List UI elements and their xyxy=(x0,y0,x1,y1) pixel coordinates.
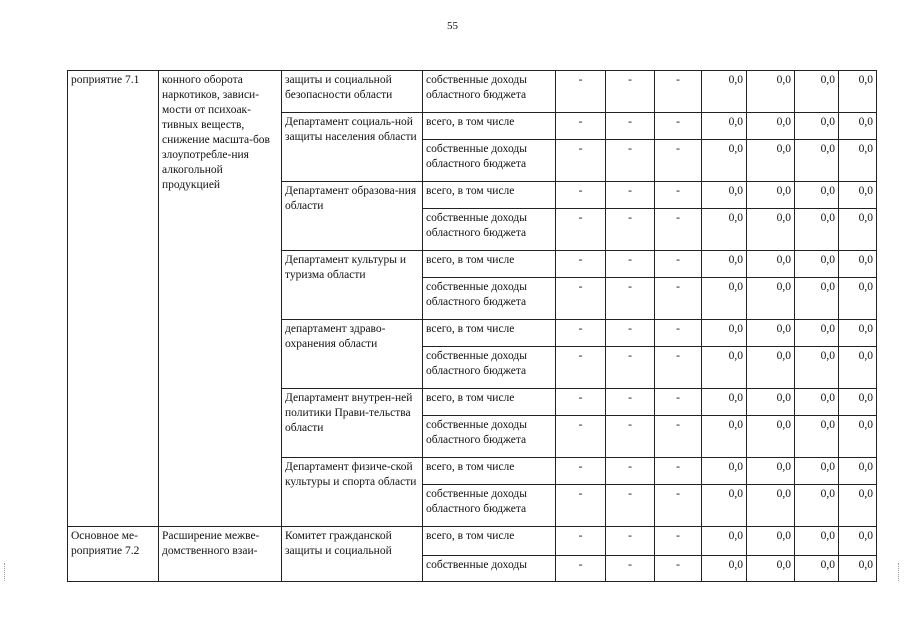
executor-cell: Комитет гражданской защиты и социальной xyxy=(282,527,423,582)
funding-source-cell: собственные доходы областного бюджета xyxy=(423,416,556,458)
dash-cell: - xyxy=(655,320,702,347)
dash-cell: - xyxy=(655,556,702,582)
value-cell: 0,0 xyxy=(702,556,747,582)
value-cell: 0,0 xyxy=(839,182,877,209)
dash-cell: - xyxy=(606,71,655,113)
value-cell: 0,0 xyxy=(839,251,877,278)
value-cell: 0,0 xyxy=(747,527,795,556)
dash-cell: - xyxy=(556,485,606,527)
executor-cell: Департамент культуры и туризма области xyxy=(282,251,423,320)
value-cell: 0,0 xyxy=(795,140,839,182)
value-cell: 0,0 xyxy=(702,458,747,485)
value-cell: 0,0 xyxy=(747,485,795,527)
value-cell: 0,0 xyxy=(839,278,877,320)
value-cell: 0,0 xyxy=(702,347,747,389)
value-cell: 0,0 xyxy=(839,140,877,182)
value-cell: 0,0 xyxy=(839,320,877,347)
dash-cell: - xyxy=(556,320,606,347)
dash-cell: - xyxy=(655,209,702,251)
dash-cell: - xyxy=(556,113,606,140)
dash-cell: - xyxy=(556,251,606,278)
dash-cell: - xyxy=(606,182,655,209)
dash-cell: - xyxy=(556,71,606,113)
dash-cell: - xyxy=(556,209,606,251)
value-cell: 0,0 xyxy=(795,113,839,140)
page-number: 55 xyxy=(447,20,458,32)
value-cell: 0,0 xyxy=(839,527,877,556)
value-cell: 0,0 xyxy=(747,458,795,485)
funding-source-cell: всего, в том числе xyxy=(423,389,556,416)
value-cell: 0,0 xyxy=(747,389,795,416)
dash-cell: - xyxy=(606,140,655,182)
dash-cell: - xyxy=(606,556,655,582)
value-cell: 0,0 xyxy=(795,485,839,527)
value-cell: 0,0 xyxy=(795,527,839,556)
dash-cell: - xyxy=(655,416,702,458)
value-cell: 0,0 xyxy=(795,556,839,582)
scan-edge-mark xyxy=(898,563,901,581)
dash-cell: - xyxy=(655,485,702,527)
dash-cell: - xyxy=(606,485,655,527)
value-cell: 0,0 xyxy=(795,251,839,278)
event-description-cell: конного оборота наркотиков, зависи-мости от психоак-тивных веществ, снижение масшта-бов злоупотребле-ния алкогольной продукцией xyxy=(159,71,282,527)
event-description-cell: Расширение межве-домственного взаи- xyxy=(159,527,282,582)
value-cell: 0,0 xyxy=(795,278,839,320)
funding-source-cell: собственные доходы областного бюджета xyxy=(423,209,556,251)
scan-edge-mark xyxy=(4,563,7,581)
dash-cell: - xyxy=(655,113,702,140)
value-cell: 0,0 xyxy=(702,527,747,556)
executor-cell: Департамент внутрен-ней политики Прави-тельства области xyxy=(282,389,423,458)
value-cell: 0,0 xyxy=(747,416,795,458)
dash-cell: - xyxy=(606,527,655,556)
value-cell: 0,0 xyxy=(747,320,795,347)
value-cell: 0,0 xyxy=(795,320,839,347)
funding-source-cell: собственные доходы областного бюджета xyxy=(423,71,556,113)
value-cell: 0,0 xyxy=(747,347,795,389)
value-cell: 0,0 xyxy=(702,278,747,320)
dash-cell: - xyxy=(655,527,702,556)
value-cell: 0,0 xyxy=(702,71,747,113)
dash-cell: - xyxy=(556,347,606,389)
value-cell: 0,0 xyxy=(702,182,747,209)
value-cell: 0,0 xyxy=(702,209,747,251)
funding-source-cell: всего, в том числе xyxy=(423,320,556,347)
funding-source-cell: всего, в том числе xyxy=(423,182,556,209)
dash-cell: - xyxy=(606,416,655,458)
dash-cell: - xyxy=(556,182,606,209)
value-cell: 0,0 xyxy=(795,458,839,485)
value-cell: 0,0 xyxy=(747,251,795,278)
value-cell: 0,0 xyxy=(702,485,747,527)
value-cell: 0,0 xyxy=(839,389,877,416)
value-cell: 0,0 xyxy=(839,113,877,140)
value-cell: 0,0 xyxy=(795,71,839,113)
value-cell: 0,0 xyxy=(839,416,877,458)
dash-cell: - xyxy=(655,71,702,113)
dash-cell: - xyxy=(556,140,606,182)
dash-cell: - xyxy=(655,182,702,209)
value-cell: 0,0 xyxy=(839,71,877,113)
value-cell: 0,0 xyxy=(702,416,747,458)
funding-source-cell: всего, в том числе xyxy=(423,527,556,556)
value-cell: 0,0 xyxy=(839,485,877,527)
dash-cell: - xyxy=(556,458,606,485)
value-cell: 0,0 xyxy=(795,209,839,251)
value-cell: 0,0 xyxy=(747,113,795,140)
dash-cell: - xyxy=(606,113,655,140)
value-cell: 0,0 xyxy=(747,209,795,251)
dash-cell: - xyxy=(655,458,702,485)
table-row xyxy=(68,71,877,113)
value-cell: 0,0 xyxy=(839,209,877,251)
dash-cell: - xyxy=(655,389,702,416)
funding-source-cell: собственные доходы областного бюджета xyxy=(423,140,556,182)
value-cell: 0,0 xyxy=(747,71,795,113)
dash-cell: - xyxy=(606,209,655,251)
value-cell: 0,0 xyxy=(839,458,877,485)
value-cell: 0,0 xyxy=(747,556,795,582)
executor-cell: департамент здраво-охранения области xyxy=(282,320,423,389)
executor-cell: Департамент физиче-ской культуры и спорта области xyxy=(282,458,423,527)
event-code-cell: Основное ме-роприятие 7.2 xyxy=(68,527,159,582)
funding-source-cell: всего, в том числе xyxy=(423,251,556,278)
value-cell: 0,0 xyxy=(795,182,839,209)
dash-cell: - xyxy=(606,458,655,485)
value-cell: 0,0 xyxy=(747,140,795,182)
funding-source-cell: собственные доходы областного бюджета xyxy=(423,347,556,389)
value-cell: 0,0 xyxy=(839,556,877,582)
value-cell: 0,0 xyxy=(702,320,747,347)
funding-source-cell: собственные доходы областного бюджета xyxy=(423,278,556,320)
funding-source-cell: собственные доходы областного бюджета xyxy=(423,485,556,527)
dash-cell: - xyxy=(655,251,702,278)
budget-table xyxy=(67,70,877,582)
value-cell: 0,0 xyxy=(795,389,839,416)
value-cell: 0,0 xyxy=(702,113,747,140)
dash-cell: - xyxy=(606,251,655,278)
dash-cell: - xyxy=(556,416,606,458)
dash-cell: - xyxy=(655,140,702,182)
dash-cell: - xyxy=(556,389,606,416)
dash-cell: - xyxy=(556,556,606,582)
dash-cell: - xyxy=(606,389,655,416)
dash-cell: - xyxy=(556,527,606,556)
dash-cell: - xyxy=(606,320,655,347)
dash-cell: - xyxy=(655,347,702,389)
dash-cell: - xyxy=(655,278,702,320)
funding-source-cell: всего, в том числе xyxy=(423,458,556,485)
executor-cell: защиты и социальной безопасности области xyxy=(282,71,423,113)
value-cell: 0,0 xyxy=(747,278,795,320)
value-cell: 0,0 xyxy=(747,182,795,209)
funding-source-cell: собственные доходы xyxy=(423,556,556,582)
executor-cell: Департамент образова-ния области xyxy=(282,182,423,251)
table-row xyxy=(68,527,877,556)
dash-cell: - xyxy=(556,278,606,320)
event-code-cell: роприятие 7.1 xyxy=(68,71,159,527)
value-cell: 0,0 xyxy=(795,347,839,389)
value-cell: 0,0 xyxy=(795,416,839,458)
dash-cell: - xyxy=(606,278,655,320)
value-cell: 0,0 xyxy=(702,251,747,278)
value-cell: 0,0 xyxy=(702,140,747,182)
executor-cell: Департамент социаль-ной защиты населения области xyxy=(282,113,423,182)
value-cell: 0,0 xyxy=(702,389,747,416)
dash-cell: - xyxy=(606,347,655,389)
value-cell: 0,0 xyxy=(839,347,877,389)
funding-source-cell: всего, в том числе xyxy=(423,113,556,140)
